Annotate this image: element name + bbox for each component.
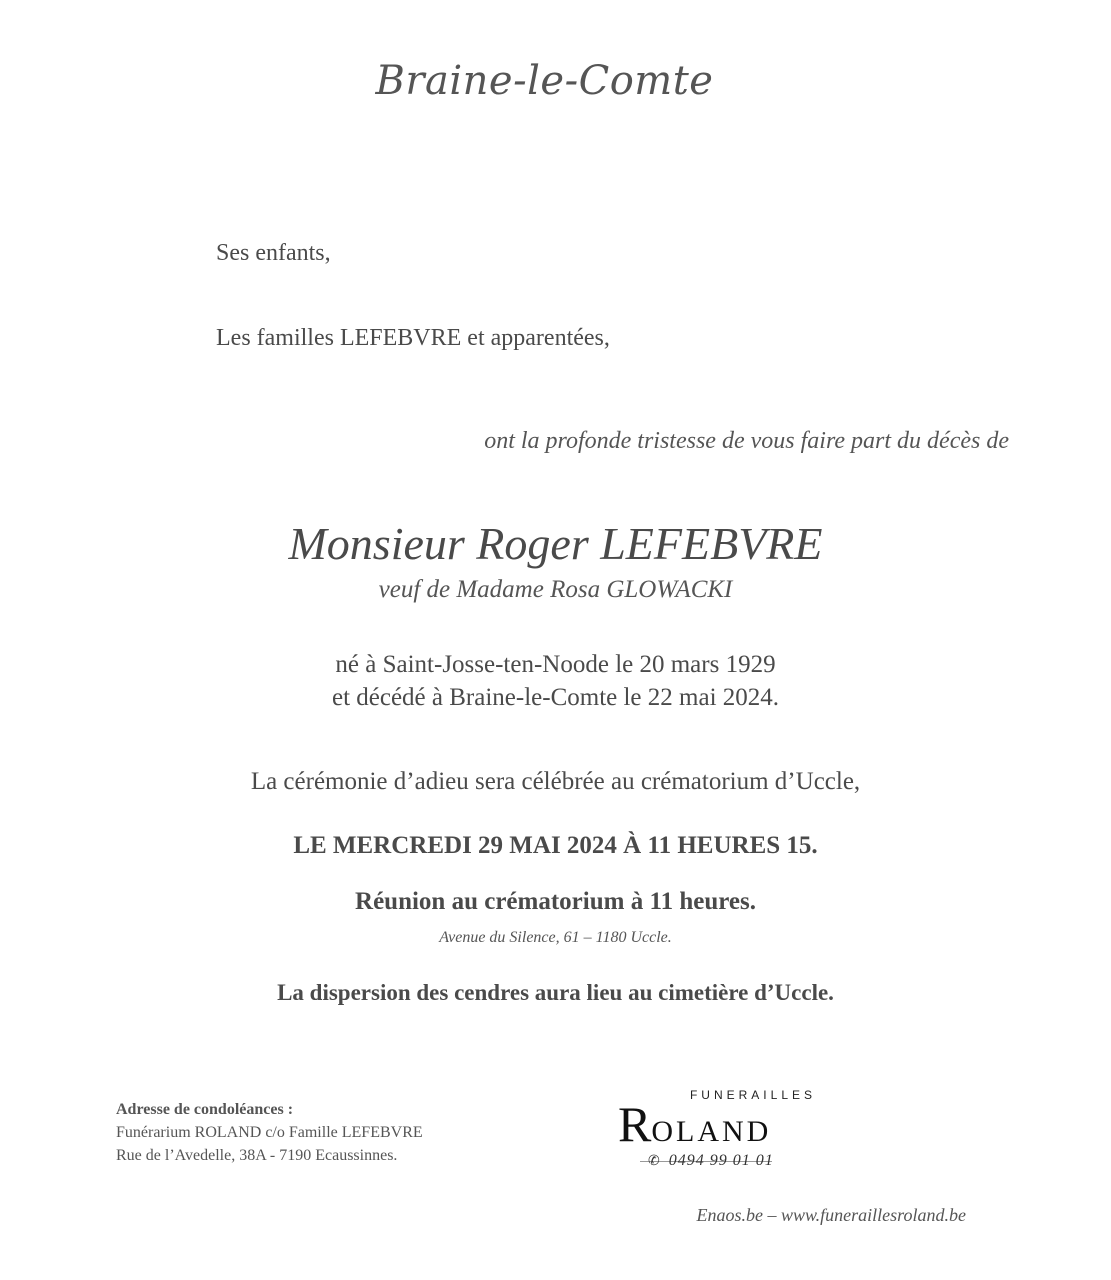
announcement: ont la profonde tristesse de vous faire part du décès de bbox=[484, 428, 1009, 454]
ceremony-address: Avenue du Silence, 61 – 1180 Uccle. bbox=[439, 929, 672, 946]
header-town: Braine-le-Comte bbox=[375, 58, 714, 104]
logo-main-text bbox=[618, 1096, 818, 1159]
deceased-name: Monsieur Roger LEFEBVRE bbox=[288, 518, 823, 569]
footer-web: Enaos.be – www.funeraillesroland.be bbox=[696, 1205, 966, 1225]
roland-logo bbox=[618, 1088, 818, 1162]
logo-small-text: FUNERAILLES bbox=[689, 1088, 816, 1102]
intro-children: Ses enfants, bbox=[216, 240, 331, 266]
logo-initial: R bbox=[618, 1096, 652, 1152]
phone-icon: ✆ bbox=[648, 1154, 661, 1169]
birth-line: né à Saint-Josse-ten-Noode le 20 mars 1929 bbox=[335, 651, 776, 678]
deceased-dates bbox=[0, 648, 1111, 714]
phone-number: 0494 99 01 01 bbox=[668, 1152, 774, 1169]
ceremony-intro: La cérémonie d’adieu sera célébrée au crématorium d’Uccle, bbox=[250, 768, 861, 795]
phone-block bbox=[648, 1152, 774, 1170]
deceased-widower: veuf de Madame Rosa GLOWACKI bbox=[378, 576, 733, 603]
intro-families: Les familles LEFEBVRE et apparentées, bbox=[216, 325, 610, 351]
condolences-title: Adresse de condoléances : bbox=[116, 1101, 294, 1118]
condolences-block bbox=[116, 1098, 423, 1167]
ceremony-datetime: LE MERCREDI 29 MAI 2024 À 11 HEURES 15. bbox=[293, 832, 818, 859]
condolences-line2: Rue de l’Avedelle, 38A - 7190 Ecaussinnes. bbox=[116, 1147, 398, 1164]
ceremony-meeting: Réunion au crématorium à 11 heures. bbox=[355, 888, 756, 915]
death-line: et décédé à Braine-le-Comte le 22 mai 2024. bbox=[331, 684, 780, 711]
condolences-line1: Funérarium ROLAND c/o Famille LEFEBVRE bbox=[116, 1124, 423, 1141]
logo-rest: OLAND bbox=[651, 1115, 772, 1148]
ceremony-dispersion: La dispersion des cendres aura lieu au cimetière d’Uccle. bbox=[277, 980, 834, 1005]
